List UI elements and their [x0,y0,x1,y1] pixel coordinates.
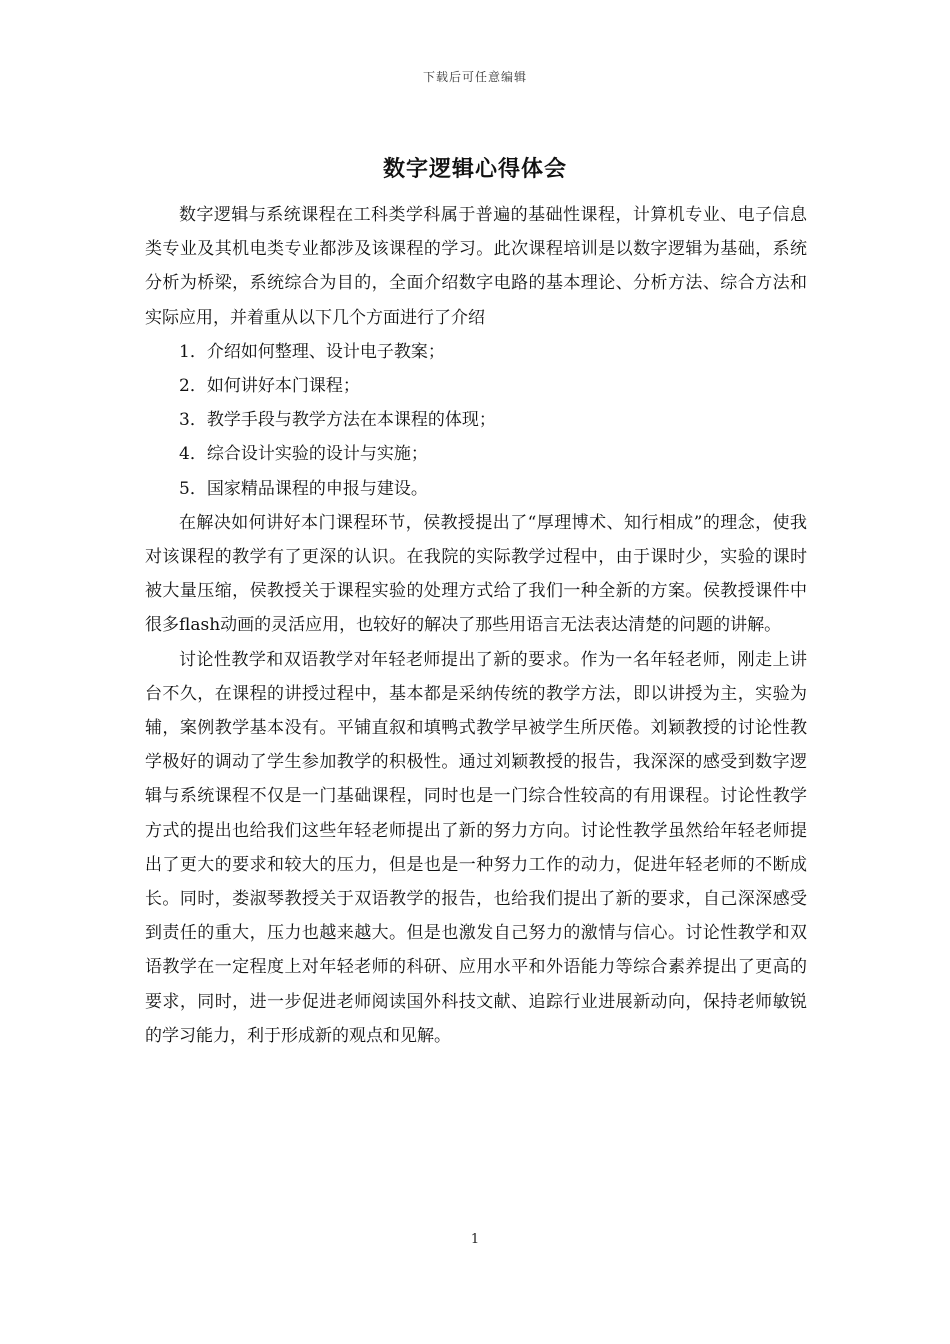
document-title: 数字逻辑心得体会 [382,157,567,182]
list-item: 3．教学手段与教学方法在本课程的体现； [179,410,496,431]
paragraph-discussion-bilingual: 讨论性教学和双语教学对年轻老师提出了新的要求。作为一名年轻老师，刚走上讲台不久，在课程的讲授过程中，基本都是采纳传统的教学方法，即以讲授为主，实验为辅，案例教学基本没有。平铺直叙和填鸭式教学早被学生所厌倦。刘颖教授的讨论性教学极好的调动了学生参加教学的积极性。通过刘颖教授的报告，我深深的感受到数字逻辑与系统课程不仅是一门基础课程，同时也是一门综合性较高的有用课程。讨论性教学方式的提出也给我们这些年轻老师提出了新的努力方向。讨论性教学虽然给年轻老师提出了更大的要求和较大的压力，但是也是一种努力工作的动力，促进年轻老师的不断成长。同时，娄淑琴教授关于双语教学的报告，也给我们提出了新的要求，自己深深感受到责任的重大，压力也越来越大。但是也激发自己努力的激情与信心。讨论性教学和双语教学在一定程度上对年轻老师的科研、应用水平和外语能力等综合素养提出了更高的要求，同时，进一步促进老师阅读国外科技文献、追踪行业进展新动向，保持老师敏锐的学习能力，利于形成新的观点和见解。 [145,649,807,1046]
list-item: 1．介绍如何整理、设计电子教案； [179,341,445,362]
page-header: 下载后可任意编辑 [422,70,527,84]
paragraph-intro: 数字逻辑与系统课程在工科类学科属于普遍的基础性课程，计算机专业、电子信息类专业及其机电类专业都涉及该课程的学习。此次课程培训是以数字逻辑为基础，系统分析为桥梁，系统综合为目的，全面介绍数字电路的基本理论、分析方法、综合方法和实际应用，并着重从以下几个方面进行了介绍 [145,205,807,328]
list-item: 2．如何讲好本门课程； [179,376,360,397]
list-item: 5．国家精品课程的申报与建设。 [179,478,428,499]
list-item: 4．综合设计实验的设计与实施； [179,444,428,465]
paragraph-teaching-approach: 在解决如何讲好本门课程环节，侯教授提出了“厚理博术、知行相成”的理念，使我对该课程的教学有了更深的认识。在我院的实际教学过程中，由于课时少，实验的课时被大量压缩，侯教授关于课程实验的处理方式给了我们一种全新的方案。侯教授课件中很多flash动画的灵活应用，也较好的解决了那些用语言无法表达清楚的问题的讲解。 [145,512,807,636]
document-body [145,198,807,1053]
page-number: 1 [470,1232,480,1247]
